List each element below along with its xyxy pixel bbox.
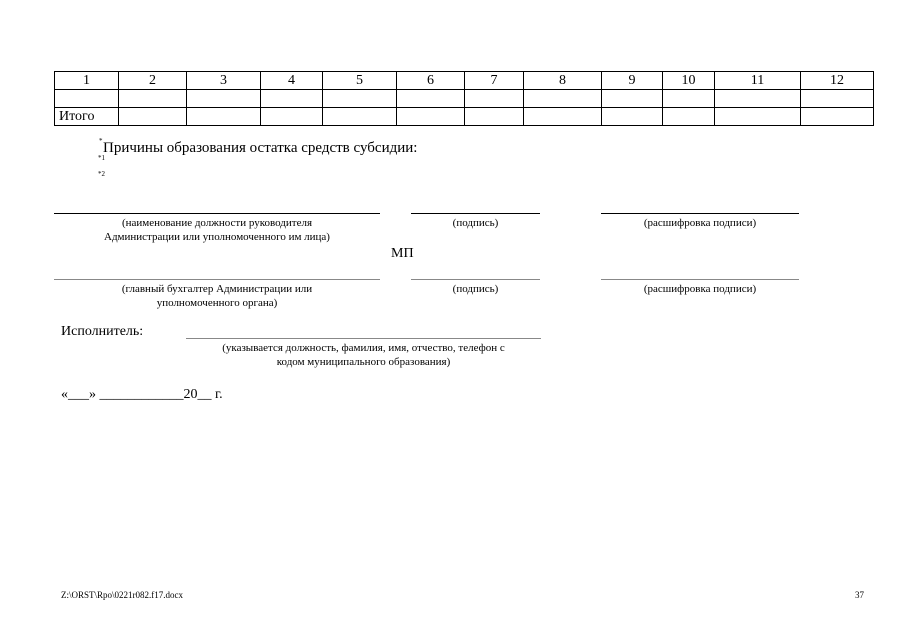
head-caption (54, 216, 380, 244)
table-cell (663, 108, 715, 126)
table-cell (524, 90, 602, 108)
table-cell (323, 90, 397, 108)
total-label: Итого (55, 108, 119, 126)
table-cell (602, 90, 663, 108)
table-cell (524, 108, 602, 126)
head-decoding-line (601, 213, 799, 214)
column-number: 2 (119, 72, 187, 90)
head-caption-line-1: (наименование должности руководителя (121, 217, 313, 229)
date-line: «___» ____________20__ г. (61, 387, 223, 402)
executor-caption-line-2: кодом муниципального образования) (276, 356, 451, 368)
column-number: 8 (524, 72, 602, 90)
seal-label: МП (391, 246, 414, 261)
table-cell (119, 108, 187, 126)
head-caption-line-2: Администрации или уполномоченного им лица) (104, 231, 330, 243)
column-number: 9 (602, 72, 663, 90)
accountant-caption-line-2: уполномоченного органа) (156, 297, 278, 309)
footnote-1: *1 (98, 154, 105, 162)
column-number: 6 (397, 72, 465, 90)
table-cell (323, 108, 397, 126)
executor-label: Исполнитель: (61, 324, 144, 339)
column-number: 11 (715, 72, 801, 90)
table-cell (261, 108, 323, 126)
executor-line (186, 338, 541, 339)
accountant-signature-line (411, 279, 540, 280)
accountant-caption-line-1: (главный бухгалтер Администрации или (121, 283, 313, 295)
column-number: 12 (801, 72, 874, 90)
table-cell (187, 108, 261, 126)
column-number: 10 (663, 72, 715, 90)
head-decoding-caption: (расшифровка подписи) (643, 217, 757, 229)
column-number: 4 (261, 72, 323, 90)
table-cell (715, 90, 801, 108)
table-cell (602, 108, 663, 126)
table-cell (187, 90, 261, 108)
executor-caption (186, 341, 541, 369)
file-path: Z:\ORST\Rpo\0221r082.f17.docx (61, 590, 183, 600)
report-table (54, 71, 874, 126)
accountant-signature-caption: (подпись) (452, 283, 499, 295)
column-number: 7 (465, 72, 524, 90)
footnote-2: *2 (98, 170, 105, 178)
table-cell (663, 90, 715, 108)
table-total-row (55, 108, 874, 126)
accountant-line (54, 279, 380, 280)
page-number: 37 (855, 590, 864, 600)
head-signature-line (411, 213, 540, 214)
accountant-caption (54, 282, 380, 310)
table-cell (261, 90, 323, 108)
table-header-row (55, 72, 874, 90)
table-cell (801, 90, 874, 108)
table-cell (55, 90, 119, 108)
table-cell (465, 108, 524, 126)
accountant-decoding-caption: (расшифровка подписи) (643, 283, 757, 295)
footnote-star: * (99, 137, 103, 145)
column-number: 3 (187, 72, 261, 90)
reasons-heading: Причины образования остатка средств субсидии: (103, 140, 418, 156)
head-signature-caption: (подпись) (452, 217, 499, 229)
table-cell (397, 90, 465, 108)
table-cell (715, 108, 801, 126)
head-position-line (54, 213, 380, 214)
table-row (55, 90, 874, 108)
table-cell (119, 90, 187, 108)
accountant-decoding-line (601, 279, 799, 280)
table-cell (465, 90, 524, 108)
table-cell (801, 108, 874, 126)
table-cell (397, 108, 465, 126)
column-number: 1 (55, 72, 119, 90)
column-number: 5 (323, 72, 397, 90)
executor-caption-line-1: (указывается должность, фамилия, имя, отчество, телефон с (222, 342, 505, 354)
